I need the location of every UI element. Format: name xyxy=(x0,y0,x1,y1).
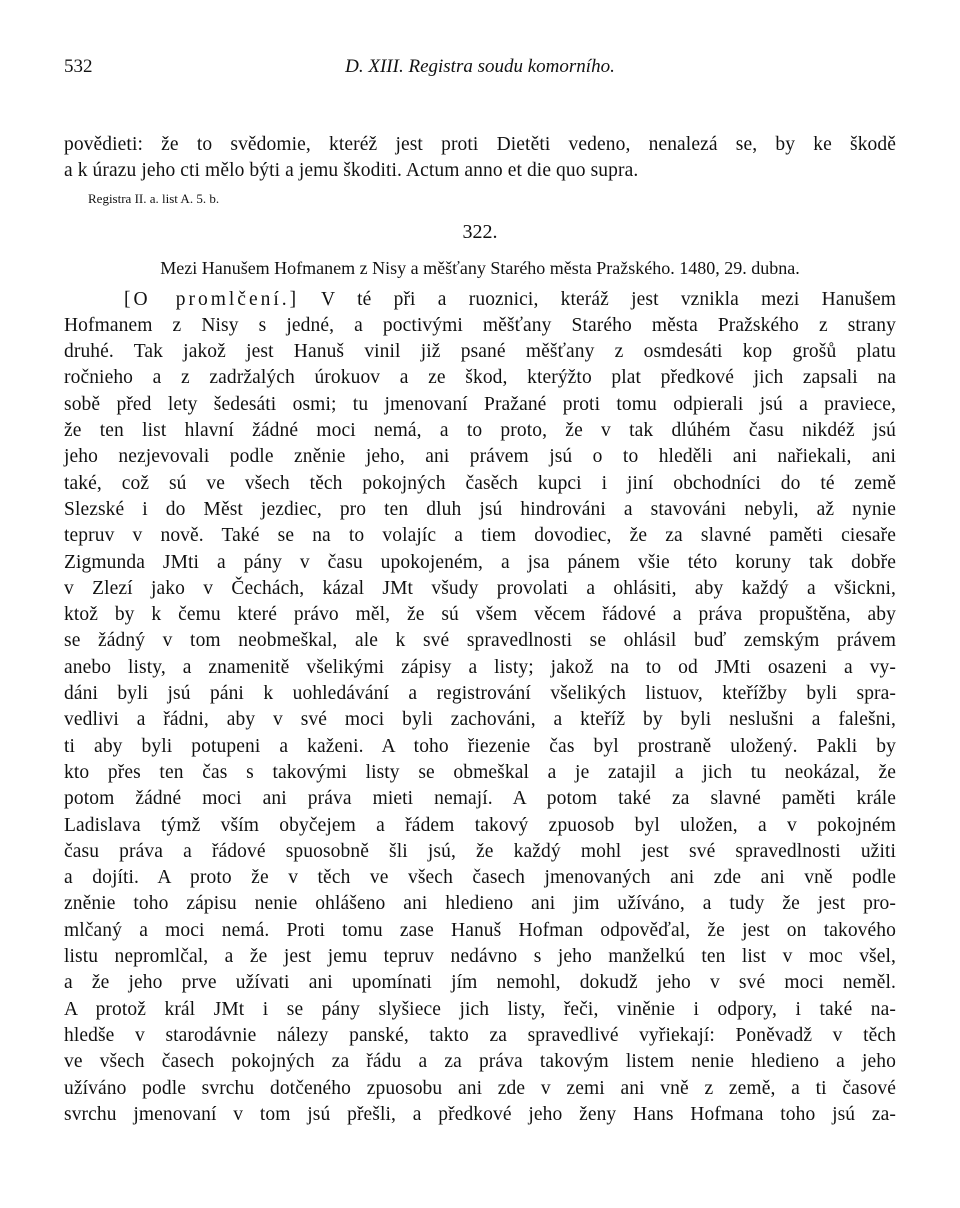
running-head xyxy=(64,56,896,88)
text-line: A protož král JMt i se pány slyšiece jich listy, řeči, viněnie i odpory, i také na- xyxy=(64,998,896,1020)
text-line: se žádný v tom neobmeškal, ale k své spravedlnosti se ohlásil buď zemským právem xyxy=(64,630,896,652)
text-line: povědieti: že to svědomie, kteréž jest proti Dietěti vedeno, nenalezá se, by ke škodě xyxy=(64,134,896,155)
text-line: v Zlezí jako v Čechách, kázal JMt všudy provolati a ohlásiti, aby každý a všickni, xyxy=(64,577,896,599)
text-line: Slezské i do Měst jezdiec, pro ten dluh jsú hindrováni a stavováni nebyli, až nynie xyxy=(64,498,896,520)
text-line: také, což sú ve všech těch pokojných časěch kupci i jiní obchodníci do té země xyxy=(64,472,896,494)
text-line: že ten list hlavní žádné moci nemá, a to proto, že v tak dlúhém času nikdéž jsú xyxy=(64,420,896,442)
text-line: mlčaný a moci nemá. Proti tomu zase Hanuš Hofman odpověďal, že jest on takového xyxy=(64,919,896,941)
source-note: Registra II. a. list A. 5. b. xyxy=(88,190,220,206)
text-line: vedlivi a řádni, aby v své moci byli zachováni, a kteříž by byli neslušni a falešni, xyxy=(64,709,896,731)
text-line: svrchu jmenovaní v tom jsú přešli, a předkové jeho ženy Hans Hofmana toho jsú za- xyxy=(64,1103,896,1125)
text-line: zněnie toho zápisu nenie ohlášeno ani hledieno ani jim užíváno, a tudy že jest pro- xyxy=(64,893,896,915)
text-line: Zigmunda JMti a pány v času upokojeném, a jsa pánem všie této koruny tak dobře xyxy=(64,551,896,573)
document-page xyxy=(64,56,896,1128)
text-line: jeho nezjevovali podle zněnie jeho, ani právem jsú o to hleděli ani nařiekali, ani xyxy=(64,446,896,468)
text-line: potom žádné moci ani práva mieti nemají. A potom také za slavné paměti krále xyxy=(64,788,896,810)
subject-label: [O promlčení.] xyxy=(124,288,300,310)
text-line: ročnieho a z zadržalých úrokuov a ze škod, kterýžto plat předkové jich zapsali na xyxy=(64,367,896,389)
body-lines-container xyxy=(64,313,896,1128)
text-line: Ladislava týmž vším obyčejem a řádem takový zpuosob byl uložen, a v pokojném xyxy=(64,814,896,836)
text-line: Hofmanem z Nisy s jedné, a poctivými měšťany Starého města Pražského z strany xyxy=(64,314,896,336)
text-line: ve všech časech pokojných za řádu a za práva takovým listem nenie hledieno a jeho xyxy=(64,1051,896,1073)
text-line: a dojíti. A proto že v těch ve všech časech jmenovaných ani zde ani vně podle xyxy=(64,867,896,889)
text-line: dáni byli jsú páni k uohledávání a registrování všelikých listuov, kteřížby byli spra- xyxy=(64,683,896,705)
text-line: listu nepromlčal, a že jest jemu tepruv nedávno s jeho manželkú ten list v moc všel, xyxy=(64,946,896,968)
text-line: druhé. Tak jakož jest Hanuš vinil již psané měšťany z osmdesáti kop grošů platu xyxy=(64,341,896,363)
entry-body xyxy=(64,287,896,1129)
entry-first-line xyxy=(64,287,896,313)
text-line: ti aby byli potupeni a kaženi. A toho řiezenie čas byl prostraně uložený. Pakli by xyxy=(64,735,896,757)
text-line: užíváno podle svrchu dotčeného zpuosobu ani zde v zemi ani vně z země, a ti časové xyxy=(64,1077,896,1099)
text-line: a že jeho prve užívati ani upomínati jím nemohl, dokudž jeho v své moci neměl. xyxy=(64,972,896,994)
text-line: času práva a řádové spuosobně šli jsú, že každý mohl jest své spravedlnosti užiti xyxy=(64,840,896,862)
text-line: hledše v starodávnie nálezy panské, takto za spravedlivé vyřiekají: Poněvadž v těch xyxy=(64,1024,896,1046)
first-line-text: V té při a ruoznici, kteráž jest vznikla mezi Hanušem xyxy=(321,288,897,310)
page-number: 532 xyxy=(64,56,93,77)
text-line: tepruv v nově. Také se na to volajíc a tiem dovodiec, že za slavné paměti ciesaře xyxy=(64,525,896,547)
running-title: D. XIII. Registra soudu komorního. xyxy=(345,56,615,77)
text-line: a k úrazu jeho cti mělo býti a jemu škoditi. Actum anno et die quo supra. xyxy=(64,160,639,182)
text-line: kto přes ten čas s takovými listy se obmeškal a je zatajil a jich tu neokázal, že xyxy=(64,761,896,783)
text-line: ktož by k čemu které právo měl, že sú všem věcem řádové a práva propuštěna, aby xyxy=(64,604,896,626)
text-line: sobě před lety šedesáti osmi; tu jmenovaní Pražané proti tomu odpierali jsú a praviece, xyxy=(64,393,896,415)
text-line: anebo listy, a znamenitě všelikými zápisy a listy; jakož na to od JMti osazeni a vy- xyxy=(64,656,896,678)
entry-heading: Mezi Hanušem Hofmanem z Nisy a měšťany Starého města Pražského. 1480, 29. dubna. xyxy=(160,257,800,278)
entry-number: 322. xyxy=(462,220,498,243)
preceding-text xyxy=(64,132,896,185)
